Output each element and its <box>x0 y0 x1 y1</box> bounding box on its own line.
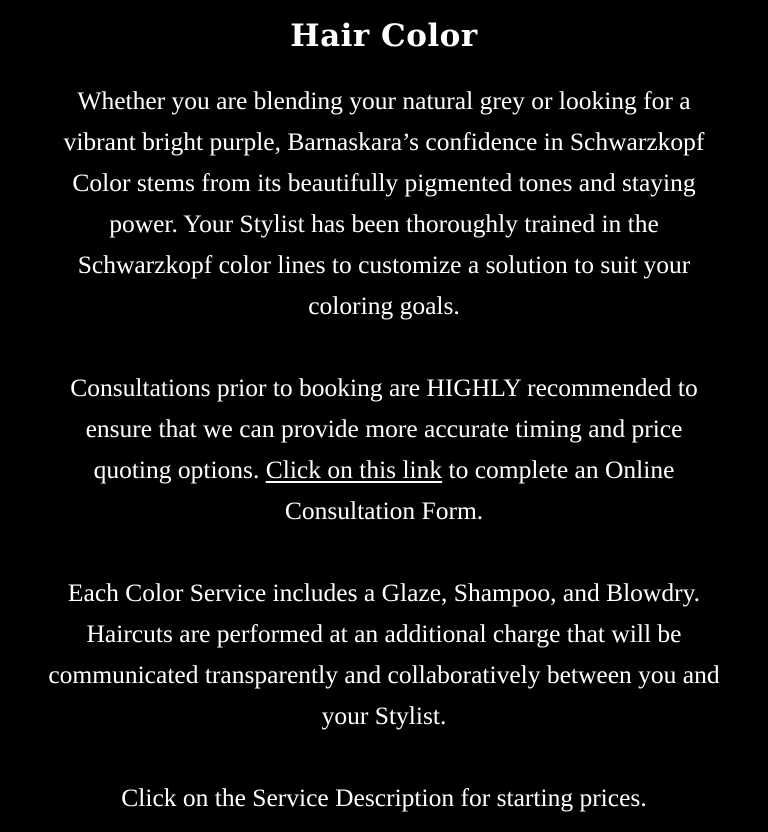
consultation-paragraph <box>44 367 724 531</box>
consultation-form-link[interactable]: Click on this link <box>265 455 443 484</box>
pricing-note: Click on the Service Description for starting prices. <box>121 783 647 812</box>
paragraph-spacer <box>0 326 768 367</box>
consultation-text-after: to complete an Online Consultation Form. <box>284 455 675 525</box>
paragraph-spacer <box>0 736 768 777</box>
intro-paragraph: Whether you are blending your natural grey or looking for a vibrant bright purple, Barnaskara’s confidence in Schwarzkopf Color stems from its beautifully pigmented tones and staying power. Your Stylist has been thoroughly trained in the Schwarzkopf color lines to customize a solution to suit your coloring goals. <box>63 86 705 320</box>
service-details-paragraph: Each Color Service includes a Glaze, Shampoo, and Blowdry. Haircuts are performed at an additional charge that will be communicated transparently and collaboratively between you and your Stylist. <box>48 578 720 730</box>
consultation-text-before: Consultations prior to booking are HIGHLY recommended to ensure that we can provide more accurate timing and price quoting options. <box>70 373 698 484</box>
paragraph-spacer <box>0 531 768 572</box>
section-title: Hair Color <box>290 18 478 54</box>
